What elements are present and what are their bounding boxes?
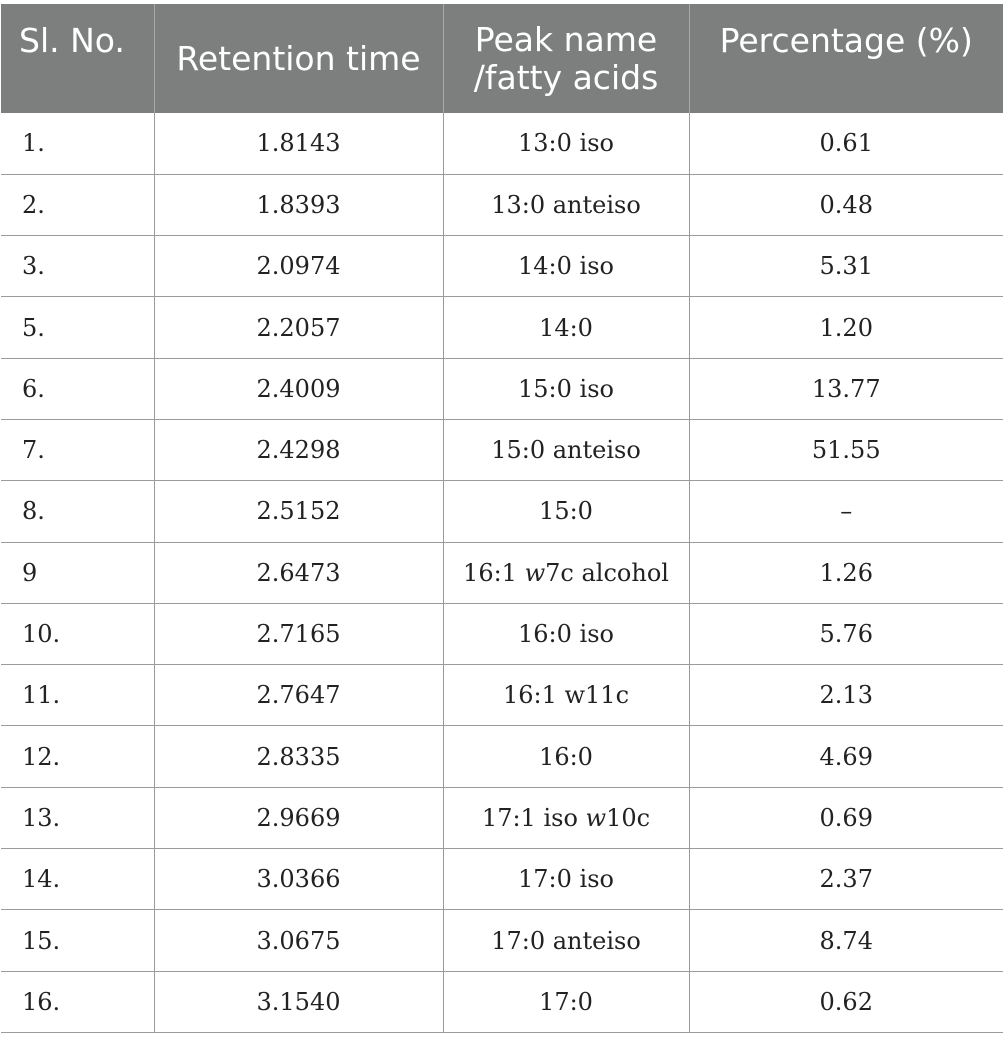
cell-retention-time: 3.0675 bbox=[154, 910, 443, 971]
cell-peak-name: 13:0 anteiso bbox=[443, 174, 689, 235]
cell-retention-time: 2.2057 bbox=[154, 297, 443, 358]
cell-peak-name: 17:0 iso bbox=[443, 849, 689, 910]
header-row bbox=[1, 4, 1003, 113]
cell-percentage: 0.48 bbox=[689, 174, 1003, 235]
cell-peak-name: 16:1 w11c bbox=[443, 665, 689, 726]
cell-peak-name: 16:1 w7c alcohol bbox=[443, 542, 689, 603]
cell-percentage: 2.37 bbox=[689, 849, 1003, 910]
cell-peak-name: 16:0 bbox=[443, 726, 689, 787]
cell-sl-no: 12. bbox=[1, 726, 154, 787]
cell-percentage: 1.20 bbox=[689, 297, 1003, 358]
table-row bbox=[1, 358, 1003, 419]
cell-percentage: 13.77 bbox=[689, 358, 1003, 419]
cell-peak-name: 15:0 bbox=[443, 481, 689, 542]
table-header bbox=[1, 4, 1003, 113]
cell-sl-no: 11. bbox=[1, 665, 154, 726]
cell-peak-name: 15:0 iso bbox=[443, 358, 689, 419]
cell-sl-no: 10. bbox=[1, 603, 154, 664]
cell-retention-time: 2.7165 bbox=[154, 603, 443, 664]
table-row bbox=[1, 113, 1003, 174]
header-retention-time-label: Retention time bbox=[176, 38, 421, 78]
cell-retention-time: 2.5152 bbox=[154, 481, 443, 542]
cell-sl-no: 1. bbox=[1, 113, 154, 174]
cell-sl-no: 3. bbox=[1, 236, 154, 297]
cell-peak-name: 17:0 anteiso bbox=[443, 910, 689, 971]
cell-percentage: 4.69 bbox=[689, 726, 1003, 787]
table-row bbox=[1, 910, 1003, 971]
table-row bbox=[1, 542, 1003, 603]
header-sl-no: Sl. No. bbox=[1, 4, 154, 113]
cell-sl-no: 7. bbox=[1, 419, 154, 480]
table-row bbox=[1, 665, 1003, 726]
cell-retention-time: 2.4009 bbox=[154, 358, 443, 419]
cell-percentage: 0.69 bbox=[689, 787, 1003, 848]
cell-sl-no: 14. bbox=[1, 849, 154, 910]
cell-sl-no: 5. bbox=[1, 297, 154, 358]
cell-sl-no: 6. bbox=[1, 358, 154, 419]
cell-retention-time: 1.8143 bbox=[154, 113, 443, 174]
cell-retention-time: 2.7647 bbox=[154, 665, 443, 726]
table-row bbox=[1, 849, 1003, 910]
cell-sl-no: 16. bbox=[1, 971, 154, 1032]
cell-retention-time: 1.8393 bbox=[154, 174, 443, 235]
header-retention-time bbox=[154, 4, 443, 113]
cell-retention-time: 3.1540 bbox=[154, 971, 443, 1032]
table-row bbox=[1, 481, 1003, 542]
cell-peak-name: 14:0 iso bbox=[443, 236, 689, 297]
header-percentage: Percentage (%) bbox=[689, 4, 1003, 113]
table-row bbox=[1, 787, 1003, 848]
cell-peak-name: 17:0 bbox=[443, 971, 689, 1032]
cell-percentage: – bbox=[689, 481, 1003, 542]
cell-retention-time: 2.0974 bbox=[154, 236, 443, 297]
cell-retention-time: 2.9669 bbox=[154, 787, 443, 848]
cell-peak-name: 16:0 iso bbox=[443, 603, 689, 664]
header-peak-name bbox=[443, 4, 689, 113]
cell-peak-name: 14:0 bbox=[443, 297, 689, 358]
cell-percentage: 5.76 bbox=[689, 603, 1003, 664]
cell-percentage: 51.55 bbox=[689, 419, 1003, 480]
table-row bbox=[1, 297, 1003, 358]
cell-sl-no: 9 bbox=[1, 542, 154, 603]
cell-percentage: 1.26 bbox=[689, 542, 1003, 603]
table-row bbox=[1, 726, 1003, 787]
cell-percentage: 0.62 bbox=[689, 971, 1003, 1032]
cell-retention-time: 3.0366 bbox=[154, 849, 443, 910]
cell-retention-time: 2.6473 bbox=[154, 542, 443, 603]
cell-peak-name: 13:0 iso bbox=[443, 113, 689, 174]
table-row bbox=[1, 419, 1003, 480]
cell-sl-no: 8. bbox=[1, 481, 154, 542]
cell-peak-name: 17:1 iso w10c bbox=[443, 787, 689, 848]
table-row bbox=[1, 236, 1003, 297]
fatty-acid-table bbox=[1, 4, 1003, 1033]
cell-retention-time: 2.4298 bbox=[154, 419, 443, 480]
cell-sl-no: 15. bbox=[1, 910, 154, 971]
table-body bbox=[1, 113, 1003, 1032]
cell-retention-time: 2.8335 bbox=[154, 726, 443, 787]
table-row bbox=[1, 971, 1003, 1032]
cell-percentage: 5.31 bbox=[689, 236, 1003, 297]
header-peak-name-label: Peak name /fatty acids bbox=[473, 19, 659, 97]
cell-percentage: 0.61 bbox=[689, 113, 1003, 174]
cell-sl-no: 13. bbox=[1, 787, 154, 848]
cell-peak-name: 15:0 anteiso bbox=[443, 419, 689, 480]
table-row bbox=[1, 603, 1003, 664]
cell-percentage: 2.13 bbox=[689, 665, 1003, 726]
cell-sl-no: 2. bbox=[1, 174, 154, 235]
table-row bbox=[1, 174, 1003, 235]
cell-percentage: 8.74 bbox=[689, 910, 1003, 971]
